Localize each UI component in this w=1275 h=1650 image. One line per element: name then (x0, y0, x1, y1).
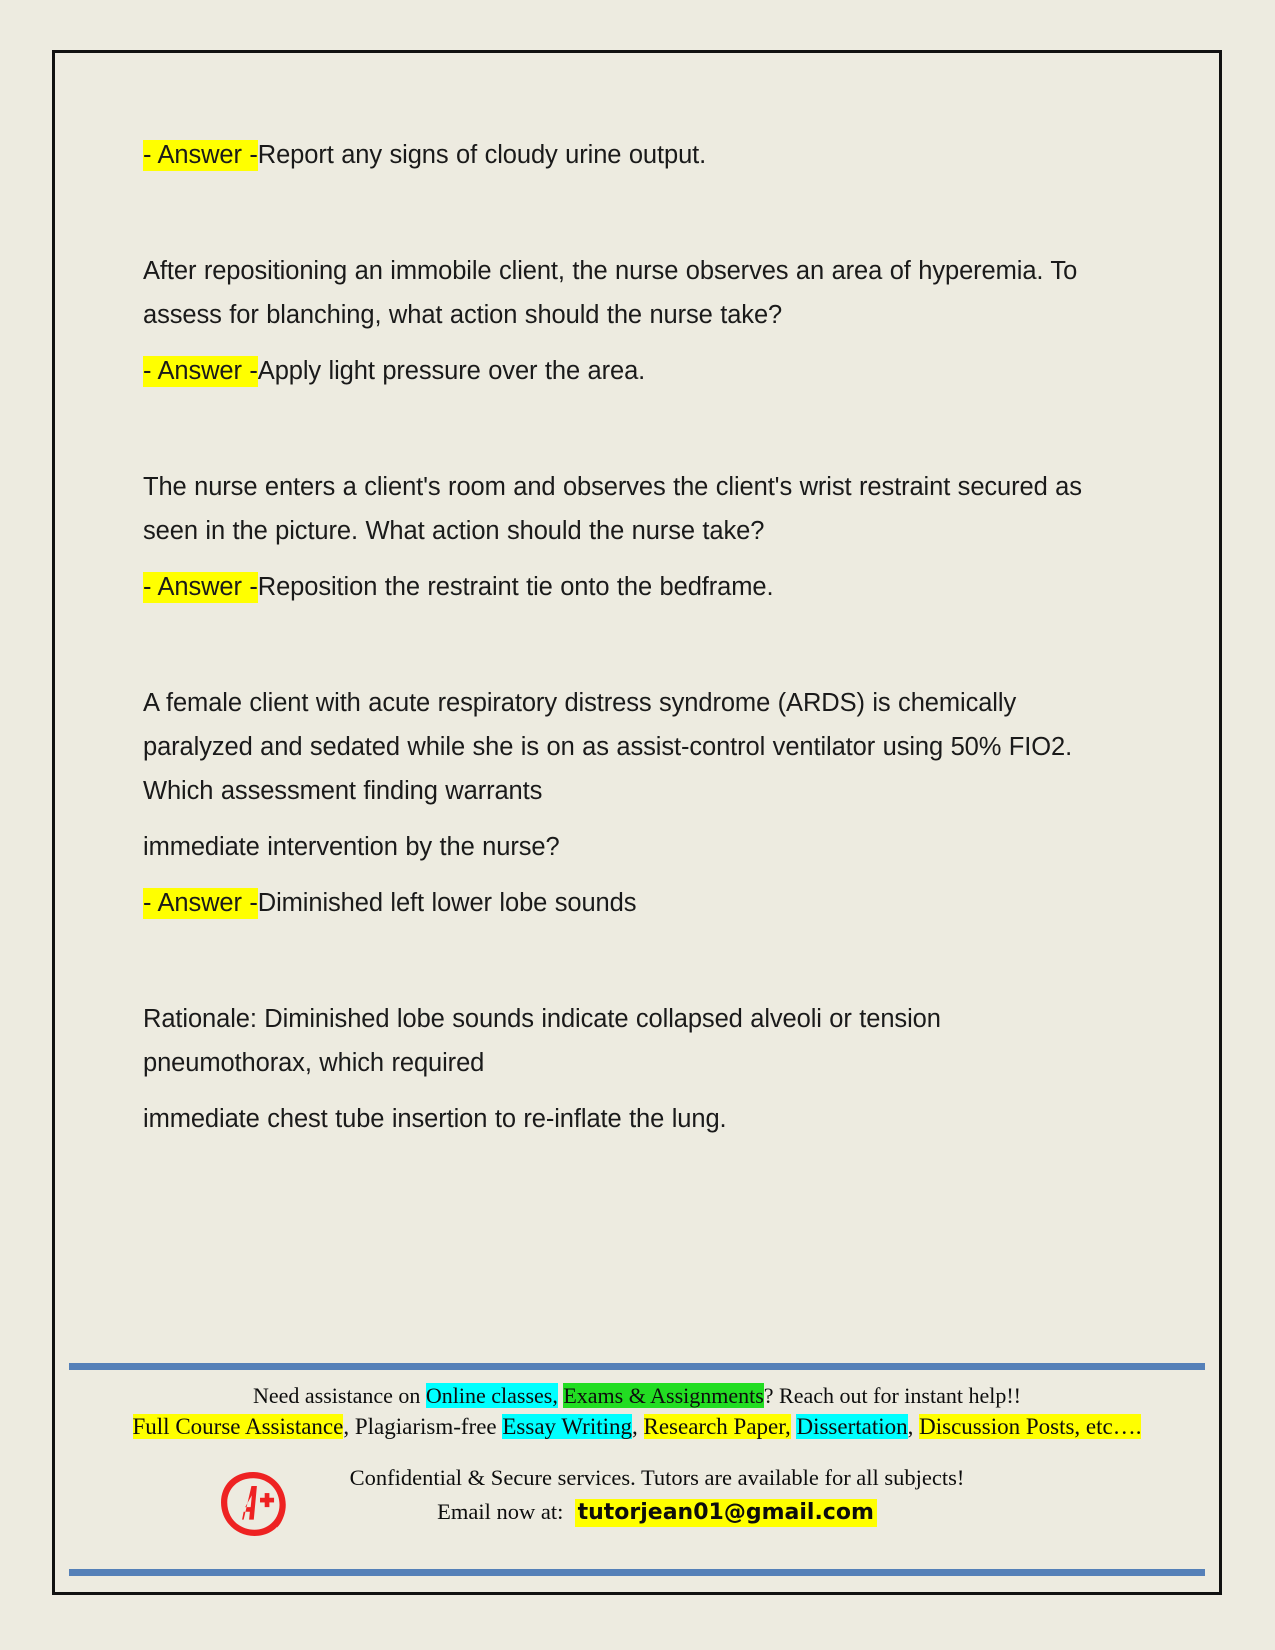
rationale-paragraph-b: immediate chest tube insertion to re-inflate the lung. (143, 1105, 727, 1133)
spacer (143, 553, 1093, 565)
rationale-paragraph-a: Rationale: Diminished lobe sounds indicate collapsed alveoli or tension pneumothorax, which required (143, 1005, 941, 1077)
footer-divider-bottom (69, 1569, 1205, 1576)
footer-services-part2: , (632, 1414, 644, 1439)
footer-divider-top (69, 1363, 1205, 1370)
answer-paragraph-4 (143, 881, 1093, 925)
footer-highlight-research-paper: Research Paper, (643, 1414, 791, 1439)
spacer (143, 337, 1093, 349)
footer-advert (69, 1363, 1205, 1576)
footer-services-line (69, 1411, 1205, 1443)
question-paragraph-4b: immediate intervention by the nurse? (143, 833, 560, 861)
spacer (143, 869, 1093, 881)
answer-label-2: - Answer - (143, 357, 258, 385)
footer-headline-part1: Need assistance on (252, 1383, 426, 1408)
footer-highlight-full-course: Full Course Assistance (132, 1414, 344, 1439)
answer-label-4: - Answer - (143, 889, 258, 917)
document-body (143, 133, 1093, 1141)
footer-services-part4: , (907, 1414, 920, 1439)
footer-highlight-essay-writing: Essay Writing (502, 1414, 632, 1439)
answer-label-3: - Answer - (143, 573, 258, 601)
spacer (143, 925, 1093, 997)
question-paragraph-4a: A female client with acute respiratory distress syndrome (ARDS) is chemically paralyzed and sedated while she is on as assist-control ventilator using 50% FIO2. Which assessment finding warrants (143, 689, 1073, 805)
footer-highlight-exams-assignments: Exams & Assignments (563, 1383, 764, 1408)
answer-paragraph-1 (143, 133, 1093, 177)
question-paragraph-3: The nurse enters a client's room and observes the client's wrist restraint secured as seen in the picture. What action should the nurse take? (143, 473, 1082, 545)
footer-bottom-row (69, 1461, 1205, 1553)
footer-highlight-online-classes: Online classes, (425, 1383, 558, 1408)
answer-paragraph-2 (143, 349, 1093, 393)
footer-headline (69, 1381, 1205, 1411)
footer-services-part1: , Plagiarism-free (343, 1414, 503, 1439)
answer-text-1: Report any signs of cloudy urine output. (257, 141, 707, 169)
footer-confidential-line: Confidential & Secure services. Tutors are available for all subjects! (349, 1465, 965, 1490)
answer-label-1: - Answer - (143, 141, 258, 169)
footer-highlight-discussion-posts: Discussion Posts, etc…. (919, 1414, 1142, 1439)
footer-email-prefix: Email now at: (437, 1499, 564, 1524)
footer-email-address[interactable]: tutorjean01@gmail.com (575, 1499, 877, 1527)
document-page (52, 50, 1222, 1595)
footer-highlight-dissertation: Dissertation (796, 1414, 908, 1439)
question-paragraph-2: After repositioning an immobile client, the nurse observes an area of hyperemia. To assess for blanching, what action should the nurse take? (143, 257, 1078, 329)
answer-text-3: Reposition the restraint tie onto the bedframe. (257, 573, 774, 601)
answer-text-2: Apply light pressure over the area. (257, 357, 646, 385)
answer-text-4: Diminished left lower lobe sounds (257, 889, 637, 917)
spacer (143, 177, 1093, 249)
spacer (143, 1085, 1093, 1097)
spacer (143, 393, 1093, 465)
answer-paragraph-3 (143, 565, 1093, 609)
spacer (143, 609, 1093, 681)
a-plus-grade-icon (214, 1465, 292, 1543)
spacer (143, 813, 1093, 825)
footer-headline-part2: ? Reach out for instant help!! (763, 1383, 1021, 1408)
